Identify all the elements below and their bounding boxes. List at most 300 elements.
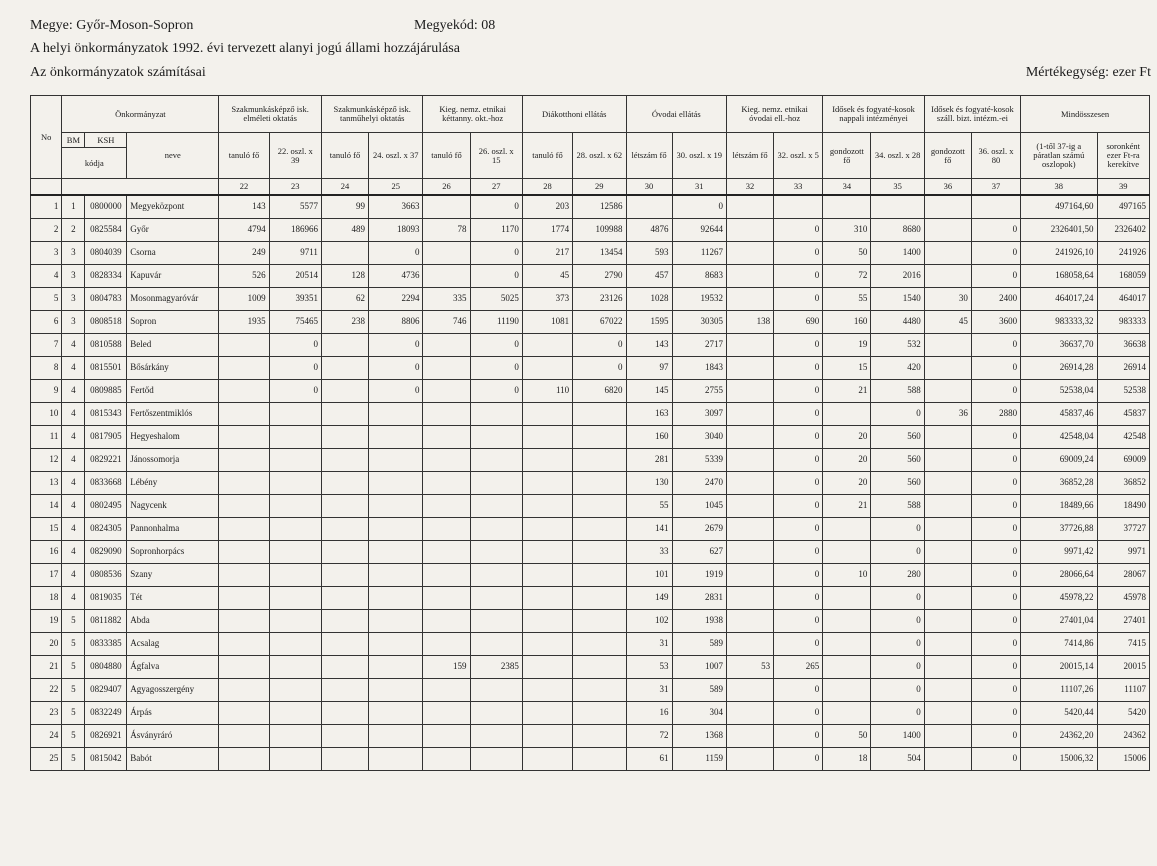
value-cell: 0 bbox=[871, 702, 924, 725]
table-row bbox=[31, 702, 1150, 725]
header-group-1: Szakmunkásképző isk. elméleti oktatás bbox=[219, 96, 322, 133]
value-cell: 0 bbox=[774, 725, 823, 748]
value-cell: 2880 bbox=[971, 403, 1020, 426]
value-cell bbox=[321, 449, 368, 472]
table-row bbox=[31, 472, 1150, 495]
value-cell: 19 bbox=[823, 334, 871, 357]
value-cell: 18489,66 bbox=[1021, 495, 1097, 518]
value-cell bbox=[726, 725, 773, 748]
value-cell bbox=[423, 242, 470, 265]
value-cell bbox=[269, 725, 321, 748]
value-cell: 0 bbox=[369, 242, 423, 265]
header-onkormanyzat: Önkormányzat bbox=[62, 96, 219, 133]
value-cell: 0 bbox=[871, 610, 924, 633]
value-cell bbox=[219, 518, 269, 541]
municipality-name-cell: Agyagosszergény bbox=[127, 679, 219, 702]
value-cell bbox=[369, 426, 423, 449]
value-cell bbox=[470, 633, 522, 656]
value-cell: 3663 bbox=[369, 195, 423, 219]
value-cell bbox=[924, 587, 971, 610]
value-cell: 30305 bbox=[672, 311, 726, 334]
value-cell: 50 bbox=[823, 725, 871, 748]
value-cell: 0 bbox=[971, 265, 1020, 288]
value-cell: 1938 bbox=[672, 610, 726, 633]
municipality-name-cell: Acsalag bbox=[127, 633, 219, 656]
value-cell bbox=[726, 633, 773, 656]
municipality-name-cell: Győr bbox=[127, 219, 219, 242]
value-cell: 0 bbox=[774, 564, 823, 587]
column-number: 23 bbox=[269, 179, 321, 196]
value-cell bbox=[924, 679, 971, 702]
value-cell bbox=[470, 587, 522, 610]
value-cell bbox=[924, 725, 971, 748]
header-no: No bbox=[31, 96, 62, 179]
value-cell bbox=[369, 541, 423, 564]
value-cell: 504 bbox=[871, 748, 924, 771]
ksh-code-cell: 0815501 bbox=[85, 357, 127, 380]
value-cell: 746 bbox=[423, 311, 470, 334]
value-cell: 0 bbox=[971, 426, 1020, 449]
value-cell: 20 bbox=[823, 426, 871, 449]
row-number-cell: 11 bbox=[31, 426, 62, 449]
table-row bbox=[31, 195, 1150, 219]
value-cell bbox=[219, 748, 269, 771]
bm-code-cell: 5 bbox=[62, 679, 85, 702]
value-cell bbox=[924, 610, 971, 633]
value-cell bbox=[219, 725, 269, 748]
value-cell: 5577 bbox=[269, 195, 321, 219]
column-number: 35 bbox=[871, 179, 924, 196]
value-cell bbox=[726, 702, 773, 725]
bm-code-cell: 3 bbox=[62, 311, 85, 334]
header-sub-1: tanuló fő bbox=[219, 133, 269, 179]
value-cell bbox=[522, 426, 572, 449]
table-row bbox=[31, 541, 1150, 564]
value-cell: 2385 bbox=[470, 656, 522, 679]
value-cell: 983333,32 bbox=[1021, 311, 1097, 334]
value-cell: 1081 bbox=[522, 311, 572, 334]
value-cell: 28067 bbox=[1097, 564, 1150, 587]
value-cell bbox=[321, 518, 368, 541]
value-cell: 1540 bbox=[871, 288, 924, 311]
value-cell: 20 bbox=[823, 472, 871, 495]
value-cell: 168059 bbox=[1097, 265, 1150, 288]
municipality-name-cell: Jánossomorja bbox=[127, 449, 219, 472]
value-cell bbox=[522, 748, 572, 771]
value-cell: 497164,60 bbox=[1021, 195, 1097, 219]
value-cell bbox=[369, 702, 423, 725]
value-cell bbox=[726, 564, 773, 587]
value-cell: 1368 bbox=[672, 725, 726, 748]
value-cell: 24362,20 bbox=[1021, 725, 1097, 748]
value-cell: 2400 bbox=[971, 288, 1020, 311]
value-cell bbox=[423, 195, 470, 219]
row-number-cell: 22 bbox=[31, 679, 62, 702]
value-cell: 0 bbox=[369, 380, 423, 403]
value-cell: 53 bbox=[626, 656, 672, 679]
value-cell: 5025 bbox=[470, 288, 522, 311]
value-cell bbox=[219, 679, 269, 702]
municipality-name-cell: Pannonhalma bbox=[127, 518, 219, 541]
value-cell: 1935 bbox=[219, 311, 269, 334]
value-cell bbox=[219, 449, 269, 472]
value-cell: 138 bbox=[726, 311, 773, 334]
value-cell: 13454 bbox=[573, 242, 626, 265]
value-cell bbox=[522, 518, 572, 541]
value-cell: 690 bbox=[774, 311, 823, 334]
value-cell bbox=[522, 495, 572, 518]
column-number: 25 bbox=[369, 179, 423, 196]
header-sub-17: (1-től 37-ig a páratlan számú oszlopok) bbox=[1021, 133, 1097, 179]
value-cell bbox=[522, 449, 572, 472]
value-cell: 3040 bbox=[672, 426, 726, 449]
bm-code-cell: 5 bbox=[62, 633, 85, 656]
value-cell bbox=[726, 334, 773, 357]
value-cell bbox=[726, 587, 773, 610]
value-cell: 2755 bbox=[672, 380, 726, 403]
bm-code-cell: 4 bbox=[62, 518, 85, 541]
bm-code-cell: 4 bbox=[62, 380, 85, 403]
value-cell bbox=[924, 242, 971, 265]
value-cell: 0 bbox=[971, 564, 1020, 587]
municipality-name-cell: Beled bbox=[127, 334, 219, 357]
value-cell: 0 bbox=[871, 633, 924, 656]
value-cell: 8683 bbox=[672, 265, 726, 288]
value-cell bbox=[470, 472, 522, 495]
value-cell: 0 bbox=[971, 242, 1020, 265]
value-cell: 560 bbox=[871, 426, 924, 449]
value-cell: 42548 bbox=[1097, 426, 1150, 449]
row-number-cell: 3 bbox=[31, 242, 62, 265]
value-cell: 19532 bbox=[672, 288, 726, 311]
value-cell: 3600 bbox=[971, 311, 1020, 334]
value-cell: 1400 bbox=[871, 725, 924, 748]
bm-code-cell: 1 bbox=[62, 195, 85, 219]
value-cell bbox=[823, 633, 871, 656]
ksh-code-cell: 0833668 bbox=[85, 472, 127, 495]
header-sub-11: létszám fő bbox=[726, 133, 773, 179]
row-number-cell: 19 bbox=[31, 610, 62, 633]
value-cell: 53 bbox=[726, 656, 773, 679]
value-cell bbox=[269, 518, 321, 541]
value-cell bbox=[470, 564, 522, 587]
row-number-cell: 16 bbox=[31, 541, 62, 564]
value-cell bbox=[924, 564, 971, 587]
value-cell: 217 bbox=[522, 242, 572, 265]
bm-code-cell: 4 bbox=[62, 403, 85, 426]
value-cell bbox=[573, 472, 626, 495]
value-cell: 0 bbox=[369, 357, 423, 380]
bm-code-cell: 4 bbox=[62, 495, 85, 518]
value-cell: 560 bbox=[871, 472, 924, 495]
value-cell: 28066,64 bbox=[1021, 564, 1097, 587]
value-cell: 31 bbox=[626, 633, 672, 656]
row-number-cell: 24 bbox=[31, 725, 62, 748]
value-cell: 18093 bbox=[369, 219, 423, 242]
table-row bbox=[31, 610, 1150, 633]
value-cell bbox=[573, 633, 626, 656]
value-cell: 92644 bbox=[672, 219, 726, 242]
value-cell bbox=[219, 633, 269, 656]
value-cell: 11267 bbox=[672, 242, 726, 265]
value-cell bbox=[726, 610, 773, 633]
ksh-code-cell: 0810588 bbox=[85, 334, 127, 357]
header-bm: BM bbox=[62, 133, 85, 148]
value-cell bbox=[369, 725, 423, 748]
value-cell: 0 bbox=[871, 587, 924, 610]
value-cell: 0 bbox=[871, 541, 924, 564]
value-cell bbox=[369, 610, 423, 633]
header-group-8: Idősek és fogyaté-kosok száll. bizt. intézm.-ei bbox=[924, 96, 1020, 133]
value-cell: 2790 bbox=[573, 265, 626, 288]
value-cell: 36 bbox=[924, 403, 971, 426]
value-cell bbox=[321, 472, 368, 495]
municipality-name-cell: Fertőszentmiklós bbox=[127, 403, 219, 426]
value-cell: 30 bbox=[924, 288, 971, 311]
header-sub-4: 24. oszl. x 37 bbox=[369, 133, 423, 179]
column-number: 28 bbox=[522, 179, 572, 196]
value-cell bbox=[321, 656, 368, 679]
value-cell bbox=[470, 541, 522, 564]
value-cell: 141 bbox=[626, 518, 672, 541]
value-cell bbox=[321, 541, 368, 564]
value-cell: 55 bbox=[626, 495, 672, 518]
header-group-9: Mindösszesen bbox=[1021, 96, 1150, 133]
value-cell bbox=[219, 702, 269, 725]
ksh-code-cell: 0829407 bbox=[85, 679, 127, 702]
value-cell bbox=[423, 564, 470, 587]
value-cell: 20015,14 bbox=[1021, 656, 1097, 679]
ksh-code-cell: 0817905 bbox=[85, 426, 127, 449]
county-code-label: Megyekód: 08 bbox=[414, 18, 496, 33]
ksh-code-cell: 0811882 bbox=[85, 610, 127, 633]
row-number-cell: 14 bbox=[31, 495, 62, 518]
value-cell bbox=[924, 541, 971, 564]
ksh-code-cell: 0815343 bbox=[85, 403, 127, 426]
value-cell: 69009 bbox=[1097, 449, 1150, 472]
value-cell: 0 bbox=[774, 748, 823, 771]
value-cell bbox=[823, 587, 871, 610]
value-cell bbox=[924, 334, 971, 357]
value-cell bbox=[823, 518, 871, 541]
value-cell bbox=[369, 472, 423, 495]
row-number-cell: 4 bbox=[31, 265, 62, 288]
column-number: 31 bbox=[672, 179, 726, 196]
municipality-name-cell: Szany bbox=[127, 564, 219, 587]
table-row bbox=[31, 587, 1150, 610]
value-cell: 15 bbox=[823, 357, 871, 380]
column-number: 30 bbox=[626, 179, 672, 196]
municipality-name-cell: Babót bbox=[127, 748, 219, 771]
value-cell bbox=[321, 242, 368, 265]
value-cell bbox=[823, 656, 871, 679]
table-row bbox=[31, 633, 1150, 656]
value-cell bbox=[522, 679, 572, 702]
value-cell bbox=[522, 472, 572, 495]
value-cell: 0 bbox=[871, 403, 924, 426]
bm-code-cell: 4 bbox=[62, 587, 85, 610]
value-cell bbox=[219, 426, 269, 449]
value-cell: 1595 bbox=[626, 311, 672, 334]
value-cell bbox=[369, 403, 423, 426]
value-cell bbox=[423, 541, 470, 564]
value-cell: 160 bbox=[823, 311, 871, 334]
table-row bbox=[31, 380, 1150, 403]
value-cell: 1045 bbox=[672, 495, 726, 518]
value-cell: 627 bbox=[672, 541, 726, 564]
value-cell: 1009 bbox=[219, 288, 269, 311]
value-cell: 45837,46 bbox=[1021, 403, 1097, 426]
value-cell bbox=[924, 195, 971, 219]
value-cell: 4794 bbox=[219, 219, 269, 242]
value-cell: 335 bbox=[423, 288, 470, 311]
value-cell: 0 bbox=[774, 541, 823, 564]
value-cell: 1170 bbox=[470, 219, 522, 242]
value-cell bbox=[369, 748, 423, 771]
value-cell: 67022 bbox=[573, 311, 626, 334]
ksh-code-cell: 0824305 bbox=[85, 518, 127, 541]
value-cell: 0 bbox=[774, 242, 823, 265]
value-cell bbox=[726, 288, 773, 311]
value-cell bbox=[321, 426, 368, 449]
row-number-cell: 5 bbox=[31, 288, 62, 311]
value-cell: 0 bbox=[971, 610, 1020, 633]
value-cell: 489 bbox=[321, 219, 368, 242]
municipality-name-cell: Tét bbox=[127, 587, 219, 610]
value-cell: 16 bbox=[626, 702, 672, 725]
value-cell: 39351 bbox=[269, 288, 321, 311]
value-cell: 2470 bbox=[672, 472, 726, 495]
table-row bbox=[31, 656, 1150, 679]
header-ksh: KSH bbox=[85, 133, 127, 148]
value-cell: 0 bbox=[774, 702, 823, 725]
value-cell bbox=[924, 357, 971, 380]
value-cell: 33 bbox=[626, 541, 672, 564]
value-cell: 101 bbox=[626, 564, 672, 587]
value-cell: 526 bbox=[219, 265, 269, 288]
value-cell: 20514 bbox=[269, 265, 321, 288]
value-cell: 0 bbox=[971, 587, 1020, 610]
table-row bbox=[31, 679, 1150, 702]
value-cell bbox=[726, 403, 773, 426]
municipality-name-cell: Nagycenk bbox=[127, 495, 219, 518]
value-cell: 130 bbox=[626, 472, 672, 495]
value-cell bbox=[573, 403, 626, 426]
value-cell bbox=[470, 403, 522, 426]
value-cell: 52538,04 bbox=[1021, 380, 1097, 403]
value-cell: 11107 bbox=[1097, 679, 1150, 702]
value-cell: 0 bbox=[971, 380, 1020, 403]
municipality-name-cell: Mosonmagyaróvár bbox=[127, 288, 219, 311]
value-cell bbox=[470, 610, 522, 633]
value-cell: 50 bbox=[823, 242, 871, 265]
ksh-code-cell: 0832249 bbox=[85, 702, 127, 725]
value-cell bbox=[423, 334, 470, 357]
value-cell bbox=[269, 748, 321, 771]
value-cell bbox=[726, 380, 773, 403]
value-cell: 0 bbox=[971, 679, 1020, 702]
table-row bbox=[31, 725, 1150, 748]
value-cell: 0 bbox=[971, 725, 1020, 748]
value-cell: 23126 bbox=[573, 288, 626, 311]
value-cell bbox=[573, 518, 626, 541]
municipality-name-cell: Abda bbox=[127, 610, 219, 633]
value-cell: 9971 bbox=[1097, 541, 1150, 564]
value-cell bbox=[321, 334, 368, 357]
ksh-code-cell: 0829090 bbox=[85, 541, 127, 564]
column-number: 33 bbox=[774, 179, 823, 196]
value-cell: 0 bbox=[971, 748, 1020, 771]
municipality-name-cell: Ásványráró bbox=[127, 725, 219, 748]
value-cell bbox=[321, 564, 368, 587]
value-cell: 72 bbox=[823, 265, 871, 288]
value-cell: 109988 bbox=[573, 219, 626, 242]
ksh-code-cell: 0808518 bbox=[85, 311, 127, 334]
value-cell: 7415 bbox=[1097, 633, 1150, 656]
value-cell: 0 bbox=[672, 195, 726, 219]
value-cell bbox=[522, 403, 572, 426]
value-cell bbox=[573, 495, 626, 518]
value-cell bbox=[423, 472, 470, 495]
value-cell bbox=[321, 725, 368, 748]
ksh-code-cell: 0825584 bbox=[85, 219, 127, 242]
value-cell: 2717 bbox=[672, 334, 726, 357]
value-cell bbox=[470, 426, 522, 449]
value-cell: 2016 bbox=[871, 265, 924, 288]
column-number: 32 bbox=[726, 179, 773, 196]
value-cell: 0 bbox=[269, 357, 321, 380]
value-cell bbox=[423, 265, 470, 288]
value-cell bbox=[522, 587, 572, 610]
value-cell bbox=[269, 426, 321, 449]
value-cell bbox=[522, 610, 572, 633]
value-cell: 2326402 bbox=[1097, 219, 1150, 242]
value-cell bbox=[423, 495, 470, 518]
header-sub-14: 34. oszl. x 28 bbox=[871, 133, 924, 179]
ksh-code-cell: 0804039 bbox=[85, 242, 127, 265]
value-cell: 497165 bbox=[1097, 195, 1150, 219]
value-cell bbox=[423, 679, 470, 702]
header-kodja: kódja bbox=[62, 148, 127, 179]
value-cell: 10 bbox=[823, 564, 871, 587]
row-number-cell: 23 bbox=[31, 702, 62, 725]
value-cell: 27401,04 bbox=[1021, 610, 1097, 633]
value-cell bbox=[321, 380, 368, 403]
value-cell: 69009,24 bbox=[1021, 449, 1097, 472]
column-number: 36 bbox=[924, 179, 971, 196]
document-title: A helyi önkormányzatok 1992. évi tervezett alanyi jogú állami hozzájárulása bbox=[30, 41, 460, 56]
value-cell: 6820 bbox=[573, 380, 626, 403]
value-cell: 1028 bbox=[626, 288, 672, 311]
value-cell bbox=[369, 449, 423, 472]
value-cell bbox=[924, 380, 971, 403]
table-row bbox=[31, 564, 1150, 587]
value-cell bbox=[726, 495, 773, 518]
table-row bbox=[31, 334, 1150, 357]
value-cell bbox=[219, 541, 269, 564]
value-cell: 0 bbox=[269, 334, 321, 357]
value-cell: 0 bbox=[971, 633, 1020, 656]
ksh-code-cell: 0804783 bbox=[85, 288, 127, 311]
value-cell bbox=[321, 633, 368, 656]
ksh-code-cell: 0800000 bbox=[85, 195, 127, 219]
value-cell bbox=[522, 334, 572, 357]
value-cell bbox=[269, 495, 321, 518]
value-cell bbox=[470, 449, 522, 472]
value-cell bbox=[423, 610, 470, 633]
value-cell: 62 bbox=[321, 288, 368, 311]
value-cell: 31 bbox=[626, 679, 672, 702]
